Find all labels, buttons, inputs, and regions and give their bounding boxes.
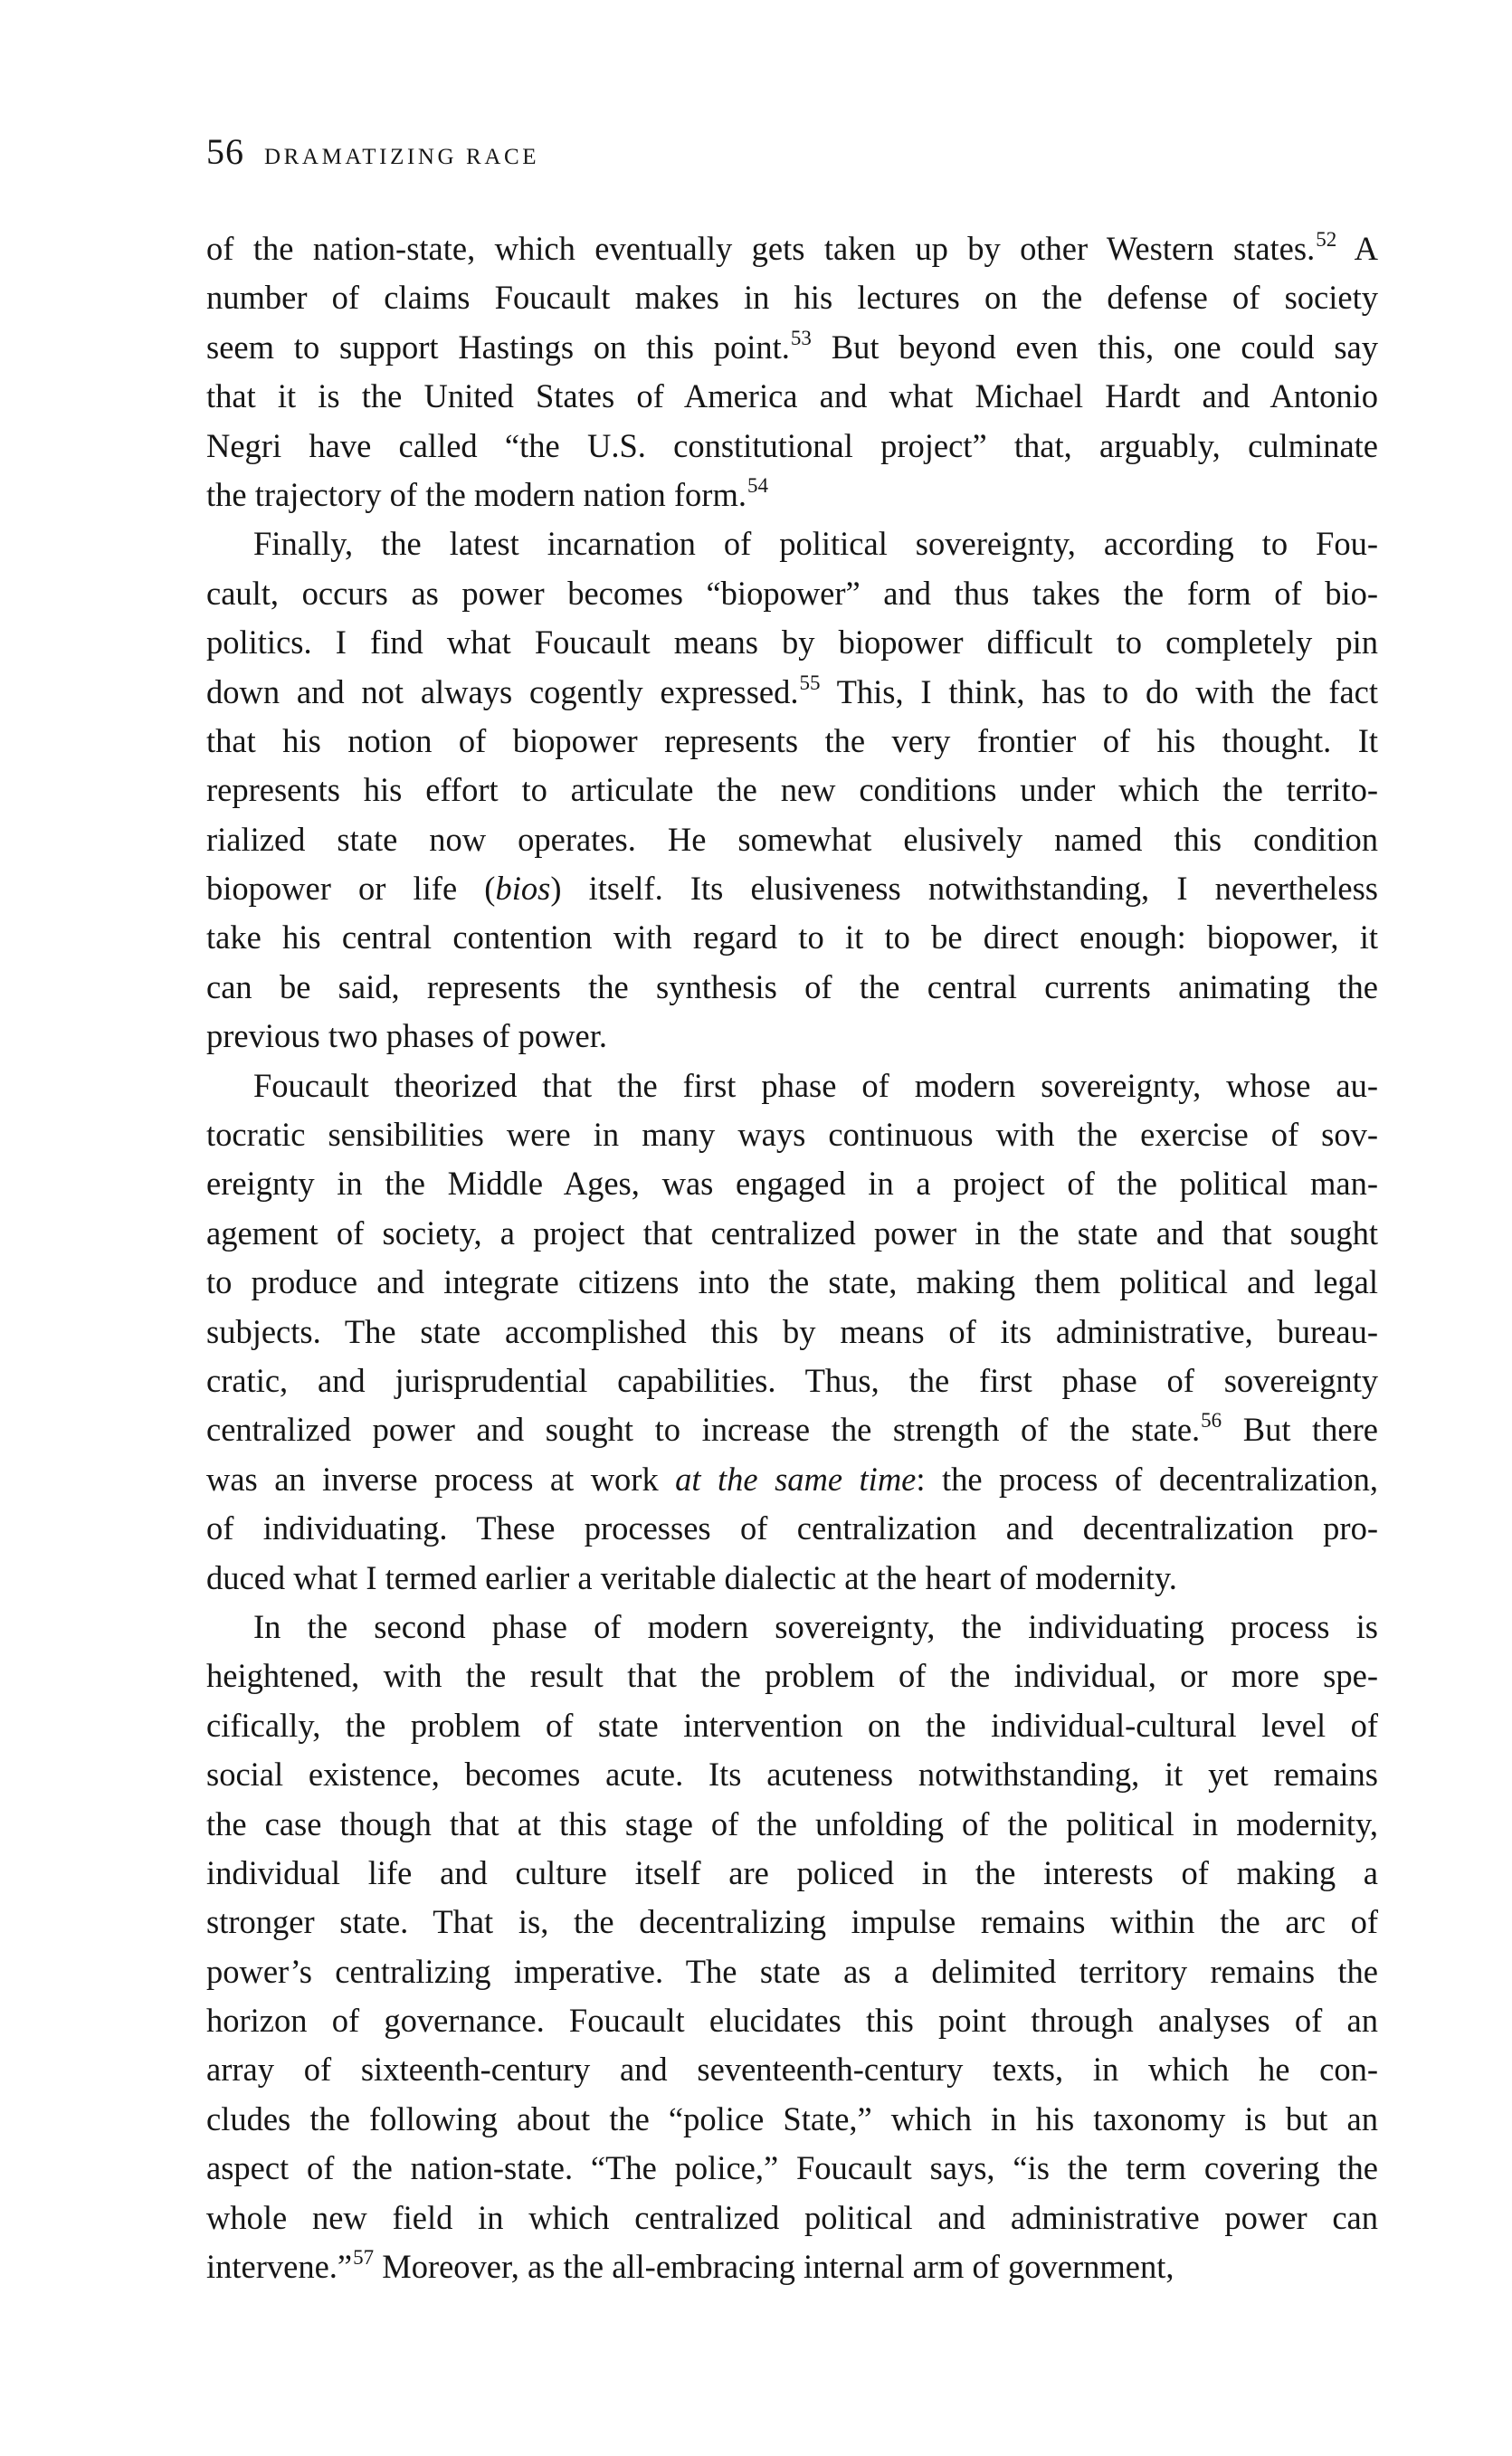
text-run: to produce and integrate citizens into the state, making them political and legal [206,1263,1378,1301]
text-line [206,323,1378,372]
text-run: cault, occurs as power becomes “biopower” and thus takes the form of bio- [206,574,1378,612]
footnote-marker: 56 [1201,1409,1222,1433]
text-run: cifically, the problem of state intervention on the individual-cultural level of [206,1706,1378,1744]
text-run: represents his effort to articulate the new conditions under which the territo- [206,771,1378,809]
footnote-marker: 57 [353,2246,375,2270]
text-run: that his notion of biopower represents the very frontier of his thought. It [206,721,1378,759]
text-run: the case though that at this stage of the unfolding of the political in modernity, [206,1804,1378,1842]
text-run: aspect of the nation-state. “The police,” Foucault says, “is the term covering the [206,2149,1378,2187]
text-run: cludes the following about the “police State,” which in his taxonomy is but an [206,2099,1378,2137]
text-line [206,1800,1378,1849]
text-line [206,1308,1378,1357]
text-line [206,963,1378,1012]
text-line [206,1061,1378,1110]
text-run: : the process of decentralization, [916,1460,1379,1498]
text-line [206,569,1378,618]
text-run: stronger state. That is, the decentralizing impulse remains within the arc of [206,1903,1378,1941]
text-line [206,224,1378,273]
text-run: power’s centralizing imperative. The state as a delimited territory remains the [206,1952,1378,1990]
text-line [206,717,1378,766]
text-line [206,1110,1378,1159]
text-run: rialized state now operates. He somewhat elusively named this condition [206,820,1378,858]
text-run: was an inverse process at work [206,1460,676,1498]
page-number: 56 [206,131,244,172]
text-run: the trajectory of the modern nation form. [206,475,746,513]
text-line [206,1012,1378,1061]
text-run: individual life and culture itself are policed in the interests of making a [206,1853,1378,1891]
text-line [206,1554,1378,1603]
text-run: In the second phase of modern sovereignty, the individuating process is [253,1607,1378,1645]
italic-text: at the same time [675,1460,917,1498]
text-line [206,2144,1378,2193]
text-run: take his central contention with regard to it to be direct enough: biopower, it [206,919,1378,957]
text-run: down and not always cogently expressed. [206,672,799,710]
text-line [206,668,1378,717]
text-run: Foucault theorized that the first phase of modern sovereignty, whose au- [253,1066,1378,1104]
text-run: can be said, represents the synthesis of the central currents animating the [206,967,1378,1005]
italic-text: bios [495,870,551,908]
text-run: cratic, and jurisprudential capabilities. Thus, the first phase of sovereignty [206,1361,1378,1399]
text-run: that it is the United States of America and what Michael Hardt and Antonio [206,377,1378,415]
text-line [206,1258,1378,1307]
text-run: But there [1222,1411,1378,1449]
text-line [206,2242,1378,2291]
text-line [206,1701,1378,1750]
text-run: whole new field in which centralized political and administrative power can [206,2198,1378,2236]
text-run: intervene.” [206,2248,353,2286]
text-line [206,913,1378,962]
text-line [206,1898,1378,1947]
text-run: tocratic sensibilities were in many ways continuous with the exercise of sov- [206,1116,1378,1154]
text-run: social existence, becomes acute. Its acuteness notwithstanding, it yet remains [206,1756,1378,1794]
text-line [206,1849,1378,1898]
text-line [206,273,1378,322]
text-run: subjects. The state accomplished this by means of its administrative, bureau- [206,1312,1378,1350]
text-run: Moreover, as the all-embracing internal arm of government, [374,2248,1174,2286]
text-run: array of sixteenth-century and seventeenth-century texts, in which he con- [206,2051,1378,2089]
text-line [206,1947,1378,1996]
text-line [206,2194,1378,2242]
text-line [206,519,1378,568]
running-head-title: DRAMATIZING RACE [264,145,540,169]
text-run: number of claims Foucault makes in his lectures on the defense of society [206,279,1378,317]
footnote-marker: 54 [746,473,768,497]
text-line [206,618,1378,667]
footnote-marker: 52 [1316,228,1337,251]
text-line [206,1603,1378,1652]
text-line [206,471,1378,519]
text-run: biopower or life ( [206,870,496,908]
text-line [206,1455,1378,1504]
text-run: horizon of governance. Foucault elucidates this point through analyses of an [206,2002,1378,2040]
footnote-marker: 55 [799,671,821,694]
text-run: But beyond even this, one could say [811,328,1378,366]
text-run: ) itself. Its elusiveness notwithstanding, I nevertheless [550,870,1378,908]
text-run: duced what I termed earlier a veritable dialectic at the heart of modernity. [206,1558,1177,1596]
text-line [206,1652,1378,1700]
text-run: centralized power and sought to increase the strength of the state. [206,1411,1201,1449]
text-line [206,864,1378,913]
text-line [206,1504,1378,1553]
text-line [206,1996,1378,2045]
text-line [206,1357,1378,1405]
text-run: previous two phases of power. [206,1017,607,1055]
text-line [206,2095,1378,2144]
text-run: Negri have called “the U.S. constitutional project” that, arguably, culminate [206,426,1378,464]
text-run: seem to support Hastings on this point. [206,328,790,366]
text-run: of individuating. These processes of centralization and decentralization pro- [206,1509,1378,1547]
text-run: This, I think, has to do with the fact [820,672,1378,710]
text-line [206,1159,1378,1208]
text-run: agement of society, a project that centralized power in the state and that sought [206,1214,1378,1252]
body-text [206,224,1378,2291]
text-line [206,1405,1378,1454]
text-run: politics. I find what Foucault means by biopower difficult to completely pin [206,624,1378,662]
text-run: ereignty in the Middle Ages, was engaged in a project of the political man- [206,1165,1378,1203]
running-head [206,131,540,176]
text-run: of the nation-state, which eventually gets taken up by other Western states. [206,230,1316,267]
text-line [206,422,1378,471]
text-line [206,1750,1378,1799]
text-run: A [1336,230,1378,267]
text-run: Finally, the latest incarnation of political sovereignty, according to Fou- [253,525,1378,563]
text-line [206,2045,1378,2094]
text-line [206,372,1378,421]
text-line [206,1209,1378,1258]
text-line [206,766,1378,814]
text-line [206,815,1378,864]
footnote-marker: 53 [790,326,812,349]
text-run: heightened, with the result that the problem of the individual, or more spe- [206,1657,1378,1695]
